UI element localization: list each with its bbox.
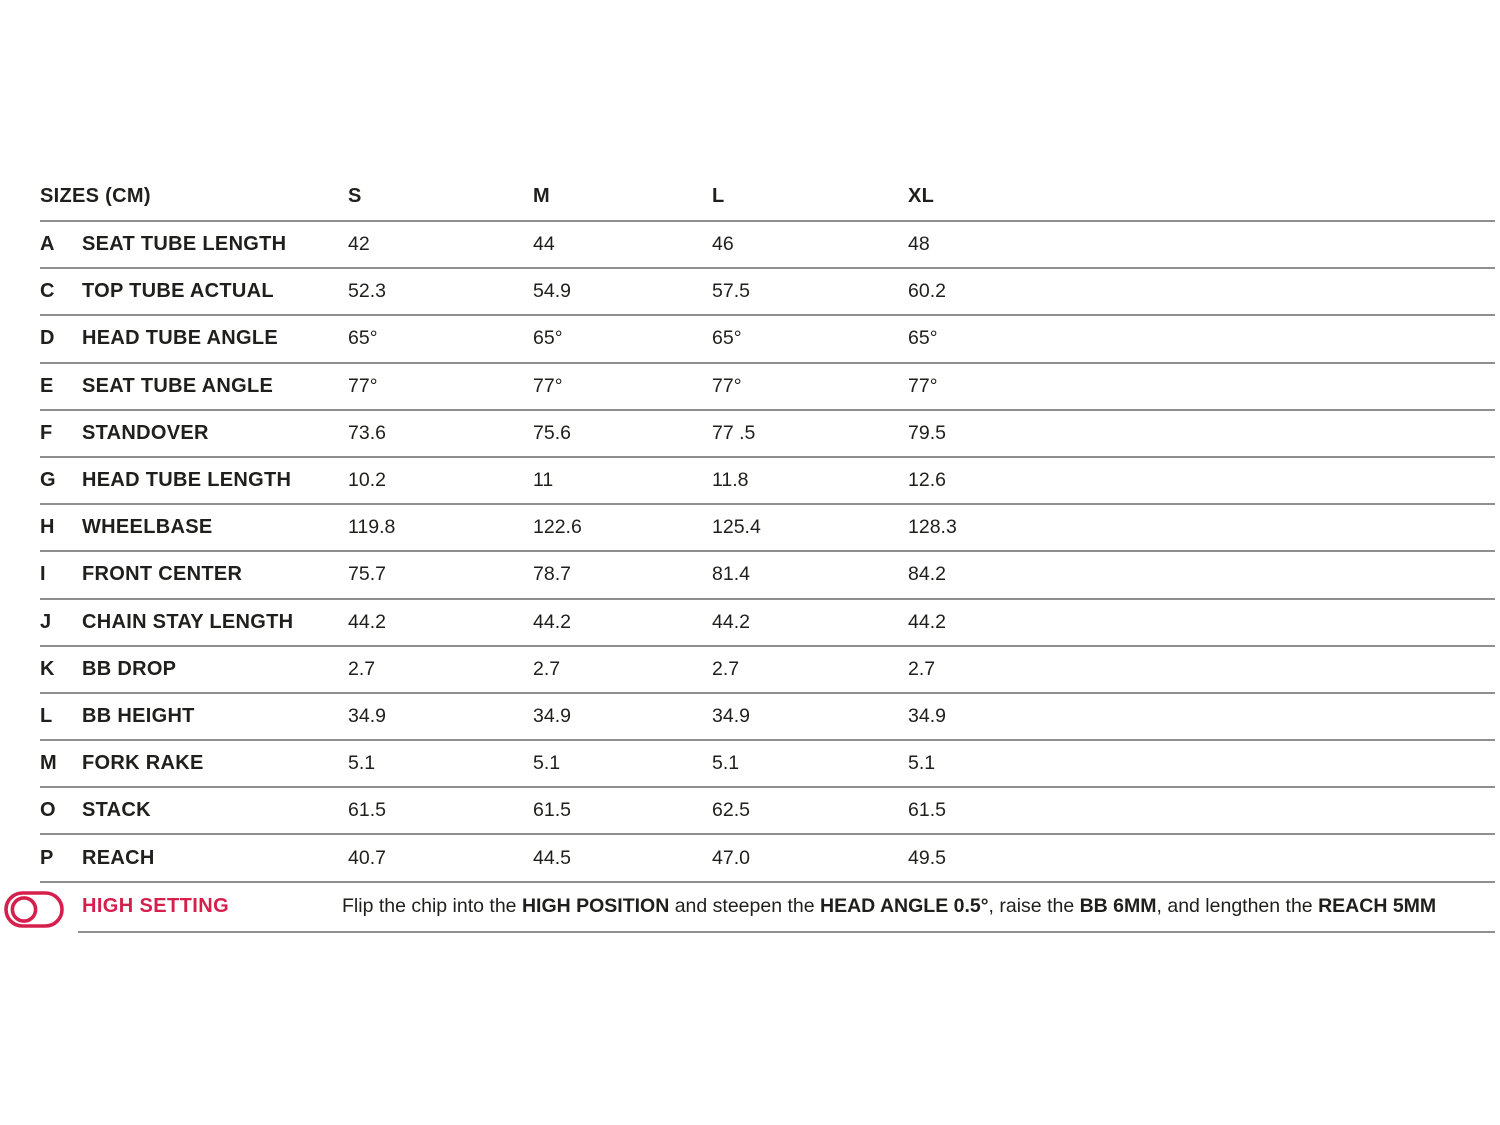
cell-value: 5.1 (712, 752, 740, 775)
table-row (40, 694, 1495, 741)
cell-value: 73.6 (348, 421, 386, 444)
cell-value: 48 (908, 233, 930, 256)
cell-value: 119.8 (348, 516, 396, 539)
cell-value: 122.6 (533, 516, 582, 539)
table-row (40, 600, 1495, 647)
note-bold-segment: HEAD ANGLE 0.5° (820, 895, 989, 918)
high-setting-label: HIGH SETTING (82, 895, 230, 918)
cell-value: 61.5 (348, 799, 386, 822)
note-bold-segment: BB 6MM (1079, 895, 1157, 918)
table-row (40, 835, 1495, 882)
cell-value: 62.5 (712, 799, 750, 822)
cell-value: 125.4 (712, 516, 761, 539)
table-body (40, 222, 1495, 883)
table-row (40, 505, 1495, 552)
row-label: FRONT CENTER (82, 563, 243, 586)
cell-value: 2.7 (908, 657, 936, 680)
cell-value: 34.9 (712, 704, 750, 727)
row-letter: H (40, 516, 55, 539)
cell-value: 78.7 (533, 563, 571, 586)
cell-value: 42 (348, 233, 370, 256)
cell-value: 12.6 (908, 469, 946, 492)
cell-value: 46 (712, 233, 734, 256)
row-letter: L (40, 704, 53, 727)
cell-value: 34.9 (348, 704, 386, 727)
size-column-header-l: L (712, 185, 725, 207)
table-row (40, 741, 1495, 788)
table-row (40, 647, 1495, 694)
cell-value: 65° (712, 327, 742, 350)
note-segment: , raise the (988, 895, 1080, 918)
cell-value: 44.2 (533, 610, 571, 633)
row-letter: D (40, 327, 55, 350)
cell-value: 65° (533, 327, 563, 350)
row-label: STACK (82, 799, 151, 822)
row-letter: M (40, 752, 57, 775)
row-letter: O (40, 799, 56, 822)
row-label: SEAT TUBE LENGTH (82, 233, 287, 256)
table-row (40, 316, 1495, 363)
row-letter: I (40, 563, 46, 586)
row-letter: J (40, 610, 52, 633)
cell-value: 11.8 (712, 469, 749, 492)
cell-value: 61.5 (908, 799, 946, 822)
size-column-header-s: S (348, 185, 362, 207)
cell-value: 75.6 (533, 421, 571, 444)
cell-value: 77° (533, 374, 563, 397)
row-letter: K (40, 657, 55, 680)
row-label: FORK RAKE (82, 752, 204, 775)
cell-value: 77 .5 (712, 421, 756, 444)
row-letter: A (40, 233, 55, 256)
row-letter: F (40, 421, 53, 444)
cell-value: 34.9 (533, 704, 571, 727)
cell-value: 5.1 (908, 752, 936, 775)
cell-value: 65° (348, 327, 378, 350)
cell-value: 81.4 (712, 563, 750, 586)
cell-value: 2.7 (348, 657, 376, 680)
table-row (40, 552, 1495, 599)
cell-value: 44.2 (348, 610, 386, 633)
cell-value: 60.2 (908, 280, 946, 303)
cell-value: 57.5 (712, 280, 750, 303)
row-label: CHAIN STAY LENGTH (82, 610, 294, 633)
cell-value: 84.2 (908, 563, 946, 586)
table-row (40, 364, 1495, 411)
cell-value: 75.7 (348, 563, 386, 586)
cell-value: 61.5 (533, 799, 571, 822)
cell-value: 49.5 (908, 846, 946, 869)
cell-value: 5.1 (348, 752, 376, 775)
cell-value: 128.3 (908, 516, 957, 539)
row-label: HEAD TUBE LENGTH (82, 469, 292, 492)
table-row (40, 269, 1495, 316)
cell-value: 65° (908, 327, 938, 350)
row-letter: E (40, 374, 54, 397)
row-label: WHEELBASE (82, 516, 213, 539)
cell-value: 52.3 (348, 280, 386, 303)
row-letter: P (40, 846, 54, 869)
high-setting-note-row (78, 883, 1495, 933)
cell-value: 5.1 (533, 752, 561, 775)
cell-value: 2.7 (533, 657, 561, 680)
note-text (342, 895, 1436, 918)
cell-value: 44 (533, 233, 555, 256)
cell-value: 2.7 (712, 657, 740, 680)
table-row (40, 411, 1495, 458)
row-letter: G (40, 469, 56, 492)
cell-value: 44.5 (533, 846, 571, 869)
note-bold-segment: HIGH POSITION (521, 895, 670, 918)
row-label: TOP TUBE ACTUAL (82, 280, 274, 303)
row-label: BB DROP (82, 657, 177, 680)
cell-value: 44.2 (908, 610, 946, 633)
cell-value: 77° (348, 374, 378, 397)
cell-value: 10.2 (348, 469, 386, 492)
row-letter: C (40, 280, 55, 303)
geometry-table (40, 173, 1495, 933)
high-setting-toggle-icon (4, 891, 64, 928)
size-column-header-xl: XL (908, 185, 935, 207)
table-row (40, 222, 1495, 269)
cell-value: 34.9 (908, 704, 946, 727)
cell-value: 77° (908, 374, 938, 397)
row-label: HEAD TUBE ANGLE (82, 327, 278, 350)
cell-value: 40.7 (348, 846, 386, 869)
note-segment: Flip the chip into the (342, 895, 522, 918)
note-segment: , and lengthen the (1156, 895, 1319, 918)
table-header-row (40, 173, 1495, 222)
row-label: SEAT TUBE ANGLE (82, 374, 274, 397)
cell-value: 79.5 (908, 421, 946, 444)
table-row (40, 788, 1495, 835)
cell-value: 44.2 (712, 610, 750, 633)
table-row (40, 458, 1495, 505)
cell-value: 47.0 (712, 846, 750, 869)
row-label: BB HEIGHT (82, 704, 195, 727)
size-column-header-m: M (533, 185, 550, 207)
note-bold-segment: REACH 5MM (1318, 895, 1437, 918)
note-segment: and steepen the (669, 895, 821, 918)
cell-value: 11 (533, 469, 554, 492)
table-title: SIZES (CM) (40, 185, 151, 207)
row-label: REACH (82, 846, 155, 869)
row-label: STANDOVER (82, 421, 209, 444)
cell-value: 54.9 (533, 280, 571, 303)
cell-value: 77° (712, 374, 742, 397)
